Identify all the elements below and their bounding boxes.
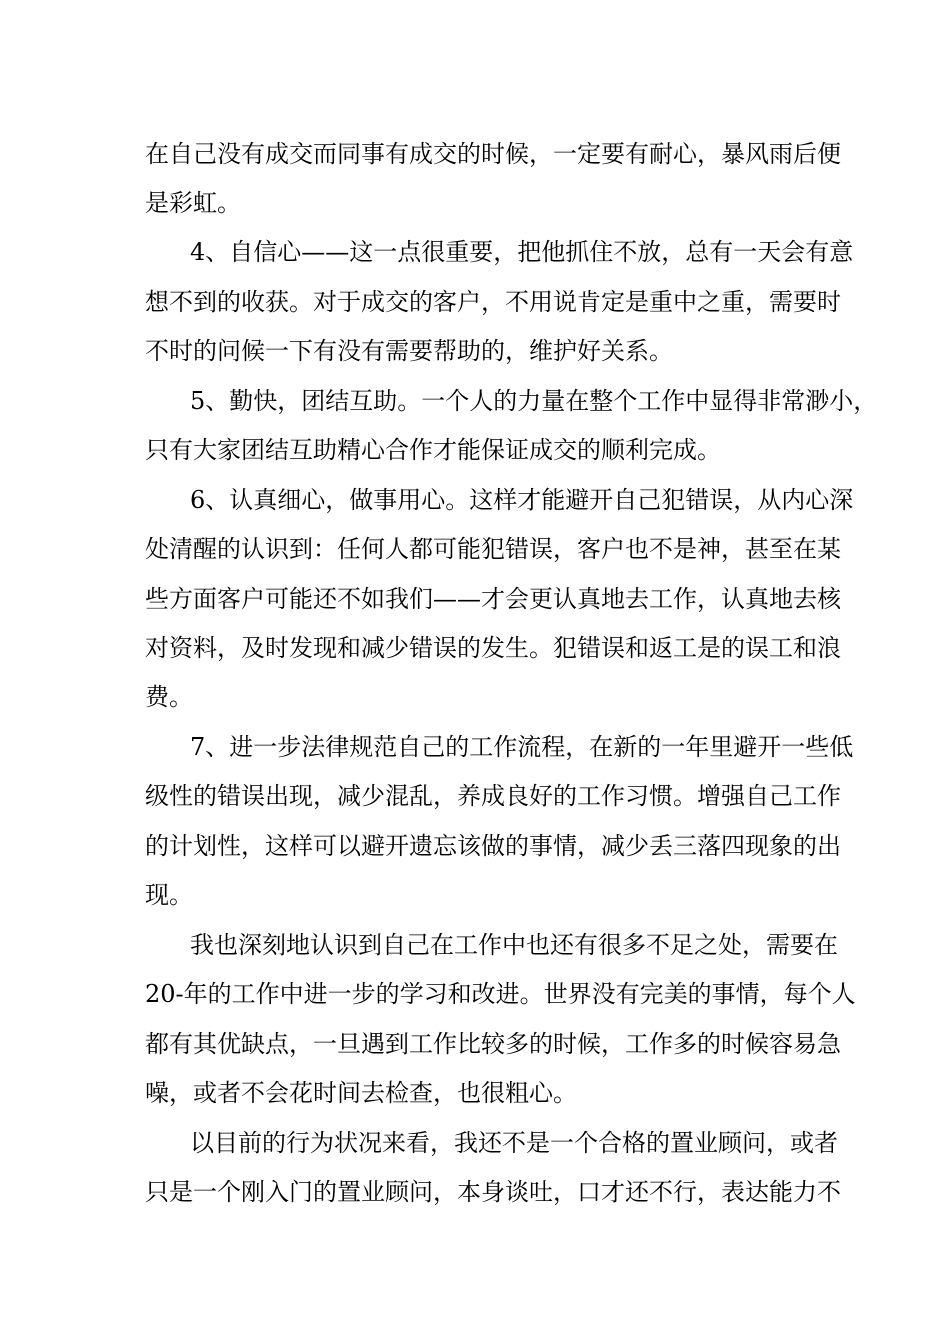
text-line: 的计划性，这样可以避开遗忘该做的事情，减少丢三落四现象的出 <box>145 832 841 860</box>
text-line: 现。 <box>145 881 193 909</box>
text-line: 想不到的收获。对于成交的客户，不用说肯定是重中之重，需要时 <box>145 288 841 316</box>
text-line: 6、认真细心，做事用心。这样才能避开自己犯错误，从内心深 <box>190 486 854 514</box>
text-line: 噪，或者不会花时间去检查，也很粗心。 <box>145 1079 577 1107</box>
text-line: 在自己没有成交而同事有成交的时候，一定要有耐心，暴风雨后便 <box>145 140 841 168</box>
text-line: 费。 <box>145 683 193 711</box>
text-line: 4、自信心——这一点很重要，把他抓住不放，总有一天会有意 <box>190 238 854 266</box>
text-line: 我也深刻地认识到自己在工作中也还有很多不足之处，需要在 <box>190 931 838 959</box>
text-line: 不时的问候一下有没有需要帮助的，维护好关系。 <box>145 337 673 365</box>
text-line: 20-年的工作中进一步的学习和改进。世界没有完美的事情，每个人 <box>145 980 856 1008</box>
text-line: 7、进一步法律规范自己的工作流程，在新的一年里避开一些低 <box>190 733 854 761</box>
text-line: 以目前的行为状况来看，我还不是一个合格的置业顾问，或者 <box>190 1129 838 1157</box>
text-line: 5、勤快，团结互助。一个人的力量在整个工作中显得非常渺小， <box>190 387 878 415</box>
text-line: 处清醒的认识到：任何人都可能犯错误，客户也不是神，甚至在某 <box>145 535 841 563</box>
text-line: 只有大家团结互助精心合作才能保证成交的顺利完成。 <box>145 436 721 464</box>
text-line: 都有其优缺点，一旦遇到工作比较多的时候，工作多的时候容易急 <box>145 1030 841 1058</box>
text-line: 对资料，及时发现和减少错误的发生。犯错误和返工是的误工和浪 <box>145 634 841 662</box>
text-line: 只是一个刚入门的置业顾问，本身谈吐，口才还不行，表达能力不 <box>145 1178 841 1206</box>
text-line: 是彩虹。 <box>145 189 241 217</box>
text-line: 级性的错误出现，减少混乱，养成良好的工作习惯。增强自己工作 <box>145 782 841 810</box>
text-line: 些方面客户可能还不如我们——才会更认真地去工作，认真地去核 <box>145 585 841 613</box>
